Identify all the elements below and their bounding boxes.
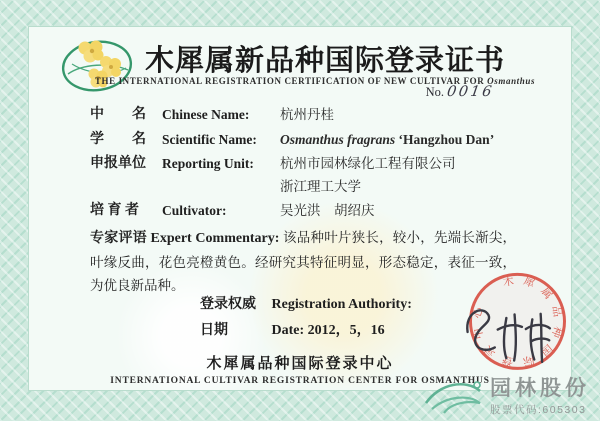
company-name: 园林股份	[490, 377, 590, 400]
scientific-name-label-cn: 学 名	[90, 132, 146, 147]
certificate-title: 木犀属新品种国际登录证书	[144, 45, 505, 77]
authority-block	[200, 292, 412, 344]
authority-label-en: Registration Authority:	[271, 297, 412, 312]
field-cultivator	[90, 198, 516, 223]
cultivar-name: ‘Hangzhou Dan’	[398, 132, 495, 147]
cultivator-value: 吴光洪 胡绍庆	[280, 203, 375, 218]
reporting-unit-line1: 杭州市园林绿化工程有限公司	[280, 156, 456, 171]
species-name: Osmanthus fragrans	[280, 132, 396, 147]
date-value: 2012，5，16	[307, 323, 385, 338]
reporting-unit-line2: 浙江理工大学	[280, 179, 361, 194]
certificate-number	[426, 84, 494, 100]
field-reporting-unit	[90, 152, 516, 198]
stamp-ring-text: 木犀属品种国际登录中心	[470, 274, 565, 369]
registration-center-en: INTERNATIONAL CULTIVAR REGISTRATION CENTER FOR OSMANTHUS	[110, 376, 490, 386]
number-value: 0016	[445, 84, 496, 100]
chinese-name-label-en: Chinese Name:	[162, 107, 250, 122]
stock-code: 股票代码:605303	[490, 404, 587, 416]
scientific-name-value	[280, 127, 516, 152]
field-scientific-name	[90, 127, 516, 152]
date-line	[200, 318, 412, 344]
company-logo-icon	[422, 373, 484, 417]
chinese-name-label-cn: 中 名	[90, 107, 146, 122]
authority-line	[200, 292, 412, 318]
commentary-label-en: Expert Commentary:	[150, 231, 280, 246]
expert-commentary	[90, 226, 516, 298]
authority-signature	[454, 279, 558, 370]
commentary-label-cn: 专家评语	[90, 231, 147, 246]
cultivator-label-en: Cultivator:	[162, 203, 227, 218]
reporting-unit-label-cn: 申报单位	[90, 156, 146, 171]
scientific-name-label-en: Scientific Name:	[162, 132, 257, 147]
field-list	[90, 102, 516, 298]
company-text-block	[490, 372, 590, 417]
authority-label-cn: 登录权威	[200, 297, 256, 312]
number-label: No.	[425, 85, 444, 99]
chinese-name-value: 杭州丹桂	[280, 107, 334, 122]
date-label-en: Date:	[271, 323, 305, 338]
reporting-unit-label-en: Reporting Unit:	[162, 156, 254, 171]
cultivator-label-cn: 培 育 者	[90, 203, 139, 218]
field-chinese-name	[90, 102, 516, 127]
date-label-cn: 日期	[200, 323, 228, 338]
commentary-text: 该品种叶片狭长，较小，先端长渐尖，叶缘反曲，花色亮橙黄色。经研究其特征明显，形态稳定，表征一致，为优良新品种。	[90, 230, 517, 293]
registration-center-cn: 木犀属品种国际登录中心	[206, 356, 394, 372]
subtitle-text: THE INTERNATIONAL REGISTRATION CERTIFICATION OF NEW CULTIVAR FOR	[94, 76, 485, 86]
company-watermark	[422, 372, 590, 417]
reporting-unit-value	[280, 152, 516, 198]
subtitle-genus: Osmanthus	[487, 76, 536, 86]
